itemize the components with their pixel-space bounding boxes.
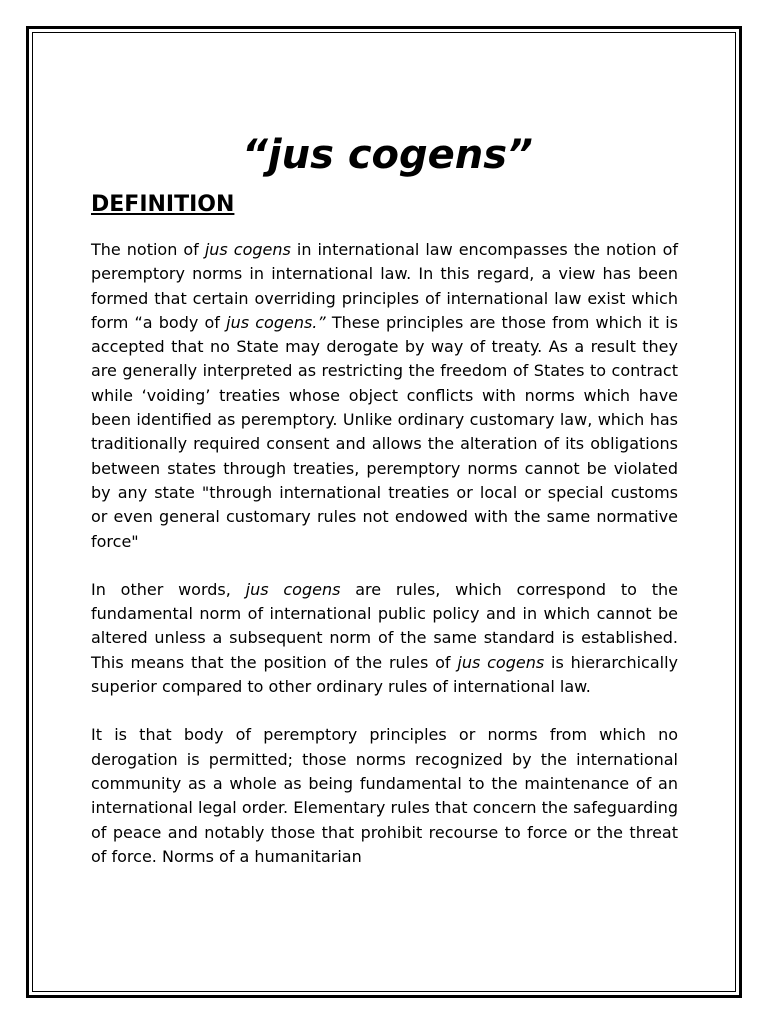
paragraph-2 <box>91 578 678 699</box>
paragraph-2-text-1: In other words, <box>91 579 246 599</box>
paragraph-2-text-2: are rules, which correspond to the fundamental norm of international public policy and in which cannot be altered unless a subsequent norm of the same standard is established. This means that the position of the rules of <box>91 579 679 672</box>
paragraph-3-text-1: It is that body of peremptory principles or norms from which no derogation is permitted; those norms recognized by the international community as a whole as being fundamental to the maintenance of an international legal order. Elementary rules that concern the safeguarding of peace and notably those that prohibit recourse to force or the threat of force. Norms of a humanitarian <box>91 725 678 866</box>
paragraph-1 <box>91 238 678 554</box>
section-heading: DEFINITION <box>91 192 235 217</box>
paragraph-2-italic-1: jus cogens <box>245 579 341 599</box>
document-content <box>91 128 678 869</box>
paragraph-1-text-1: The notion of <box>91 240 205 259</box>
paragraph-3 <box>91 723 678 869</box>
paragraph-2-italic-2: jus cogens <box>457 652 545 672</box>
paragraph-2-text-3: is hierarchically superior compared to other ordinary rules of international law. <box>91 652 678 697</box>
paragraph-1-italic-1: jus cogens <box>204 240 291 259</box>
document-title: “jus cogens” <box>242 132 533 178</box>
paragraph-1-text-3: These principles are those from which it is accepted that no State may derogate by way of treaty. As a result they are generally interpreted as restricting the freedom of States to contract while ‘voiding’ treaties whose object conflicts with norms which have been identified as peremptory. Unlike ordinary customary law, which has traditionally required consent and allows the alteration of its obligations between states through treaties, peremptory norms cannot be violated by any state "through international treaties or local or special customs or even general customary rules not endowed with the same normative force" <box>91 312 679 551</box>
paragraph-1-text-2: in international law encompasses the notion of peremptory norms in international law. In this regard, a view has been formed that certain overriding principles of international law exist which form “a body of <box>91 240 678 332</box>
paragraph-1-italic-2: jus cogens.” <box>226 312 326 332</box>
